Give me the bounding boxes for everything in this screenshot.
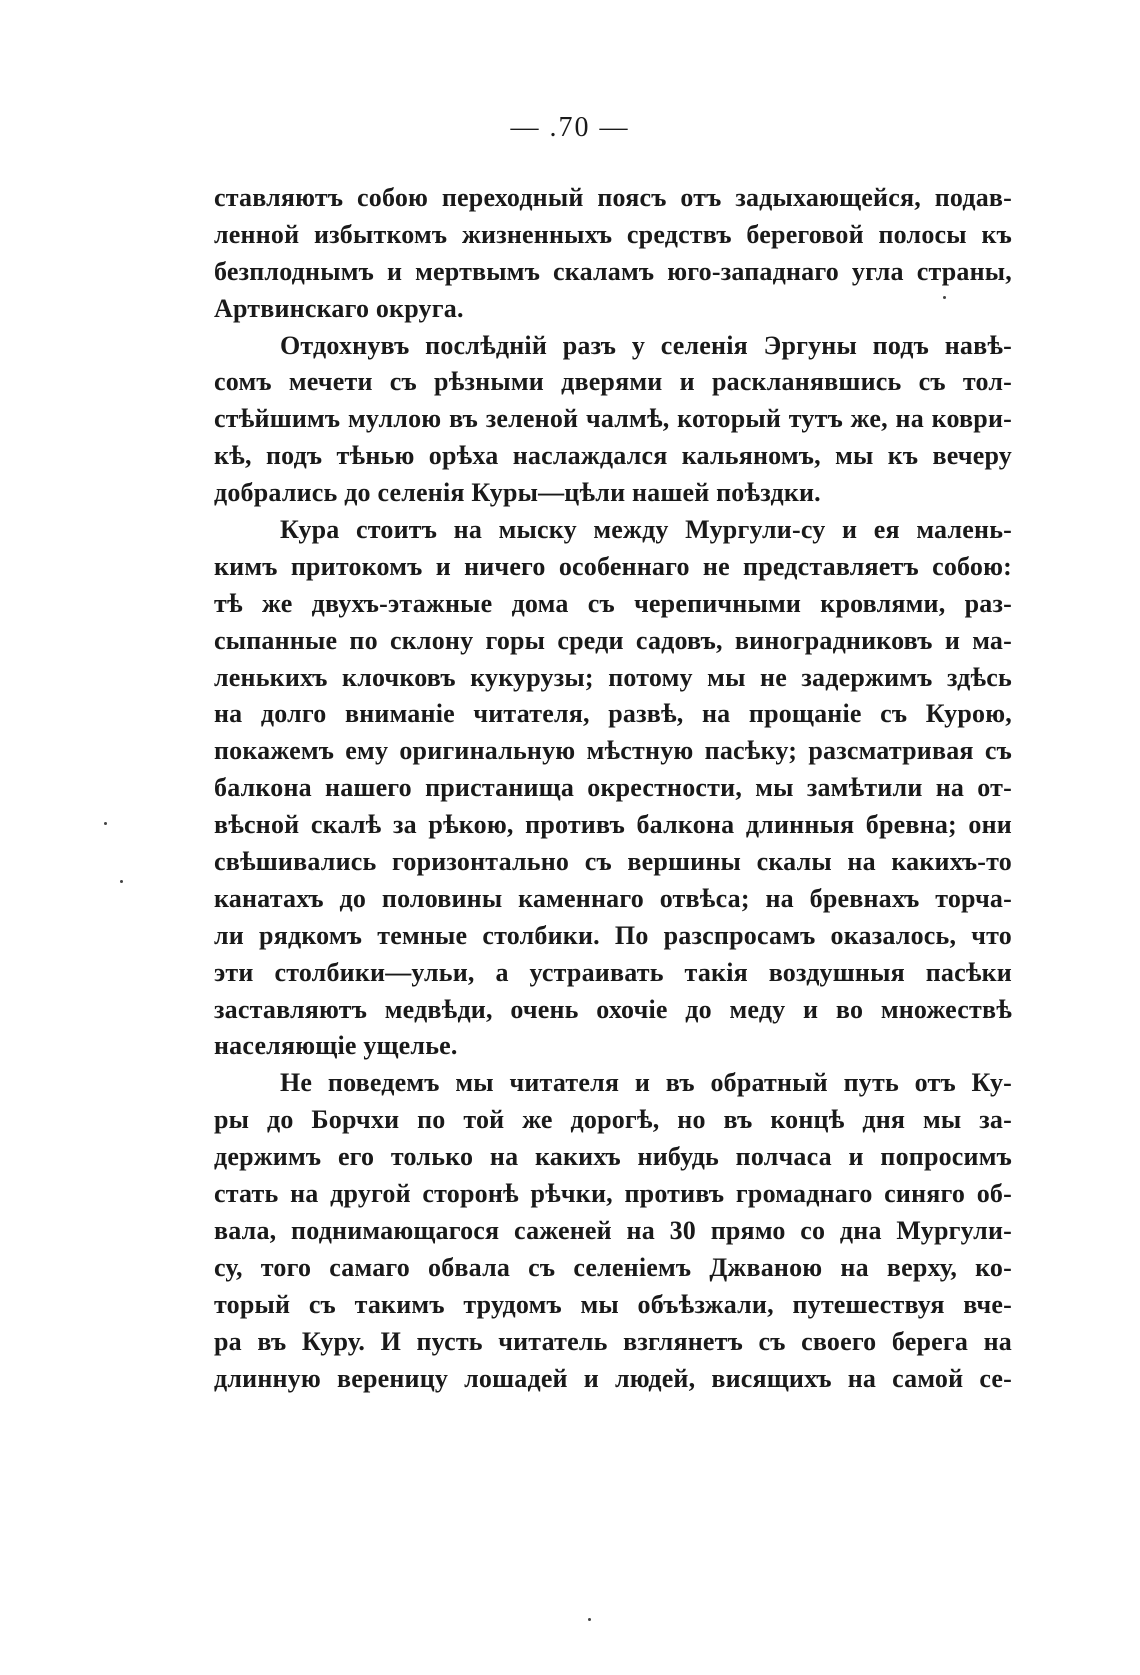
text-line: тѣ же двухъ-этажные дома съ черепичными кровлями, раз- [214, 588, 1012, 618]
text-line: торый съ такимъ трудомъ мы объѣзжали, путешествуя вче- [214, 1289, 1012, 1319]
text-line: сыпанные по склону горы среди садовъ, виноградниковъ и ма- [214, 625, 1012, 655]
text-line: свѣшивались горизонтально съ вершины скалы на какихъ-то [214, 847, 1012, 877]
text-line: канатахъ до половины каменнаго отвѣса; на бревнахъ торча- [214, 883, 1012, 913]
text-line: на долго вниманіе читателя, развѣ, на прощаніе съ Курою, [214, 699, 1012, 729]
text-line: Артвинскаго округа. [214, 293, 464, 323]
print-speck [120, 880, 123, 883]
text-line: кѣ, подъ тѣнью орѣха наслаждался кальяномъ, мы къ вечеру [214, 441, 1012, 471]
text-line: длинную вереницу лошадей и людей, висящихъ на самой се- [214, 1363, 1012, 1393]
text-line: покажемъ ему оригинальную мѣстную пасѣку; разсматривая съ [214, 736, 1012, 766]
text-line: ставляютъ собою переходный поясъ отъ задыхающейся, подав- [214, 183, 1012, 212]
print-speck [588, 1618, 591, 1621]
text-line: ленной избыткомъ жизненныхъ средствъ береговой полосы къ [214, 219, 1012, 249]
text-line: кимъ притокомъ и ничего особеннаго не представляетъ собою: [214, 551, 1012, 581]
text-line: держимъ его только на какихъ нибудь полчаса и попросимъ [214, 1142, 1012, 1172]
text-line: ра въ Куру. И пусть читатель взглянетъ съ своего берега на [214, 1326, 1012, 1356]
text-line: Кура стоитъ на мыску между Мургули-су и ея малень- [280, 515, 1012, 545]
text-line: вала, поднимающагося саженей на 30 прямо со дна Мургули- [214, 1215, 1012, 1245]
print-speck [943, 296, 946, 299]
text-line: Не поведемъ мы читателя и въ обратный путь отъ Ку- [280, 1068, 1012, 1098]
text-line: вѣсной скалѣ за рѣкою, противъ балкона длинныя бревна; они [214, 810, 1012, 840]
text-line: стѣйшимъ муллою въ зеленой чалмѣ, который тутъ же, на коври- [214, 404, 1012, 434]
text-line: ры до Борчхи по той же дорогѣ, но въ концѣ дня мы за- [214, 1105, 1012, 1135]
text-line: сомъ мечети съ рѣзными дверями и раскланявшись съ тол- [214, 367, 1012, 397]
text-line: су, того самаго обвала съ селеніемъ Джваною на верху, ко- [214, 1252, 1012, 1282]
text-line: населяющіе ущелье. [214, 1031, 458, 1061]
text-line: добрались до селенія Куры—цѣли нашей поѣздки. [214, 478, 821, 508]
body-text [214, 180, 1012, 1397]
text-line: ленькихъ клочковъ кукурузы; потому мы не задержимъ здѣсь [214, 662, 1012, 692]
text-line: безплоднымъ и мертвымъ скаламъ юго-западнаго угла страны, [214, 256, 1012, 286]
text-line: балкона нашего пристанища окрестности, мы замѣтили на от- [214, 773, 1012, 803]
text-line: ли рядкомъ темные столбики. По разспросамъ оказалось, что [214, 920, 1012, 950]
text-line: стать на другой сторонѣ рѣчки, противъ громаднаго синяго об- [214, 1179, 1012, 1209]
text-line: заставляютъ медвѣди, очень охочіе до меду и во множествѣ [214, 994, 1012, 1024]
page-number: — .70 — [510, 112, 630, 143]
text-line: Отдохнувъ послѣдній разъ у селенія Эргуны подъ навѣ- [280, 330, 1012, 360]
print-speck [104, 822, 107, 825]
text-line: эти столбики—ульи, а устраивать такія воздушныя пасѣки [214, 957, 1012, 987]
